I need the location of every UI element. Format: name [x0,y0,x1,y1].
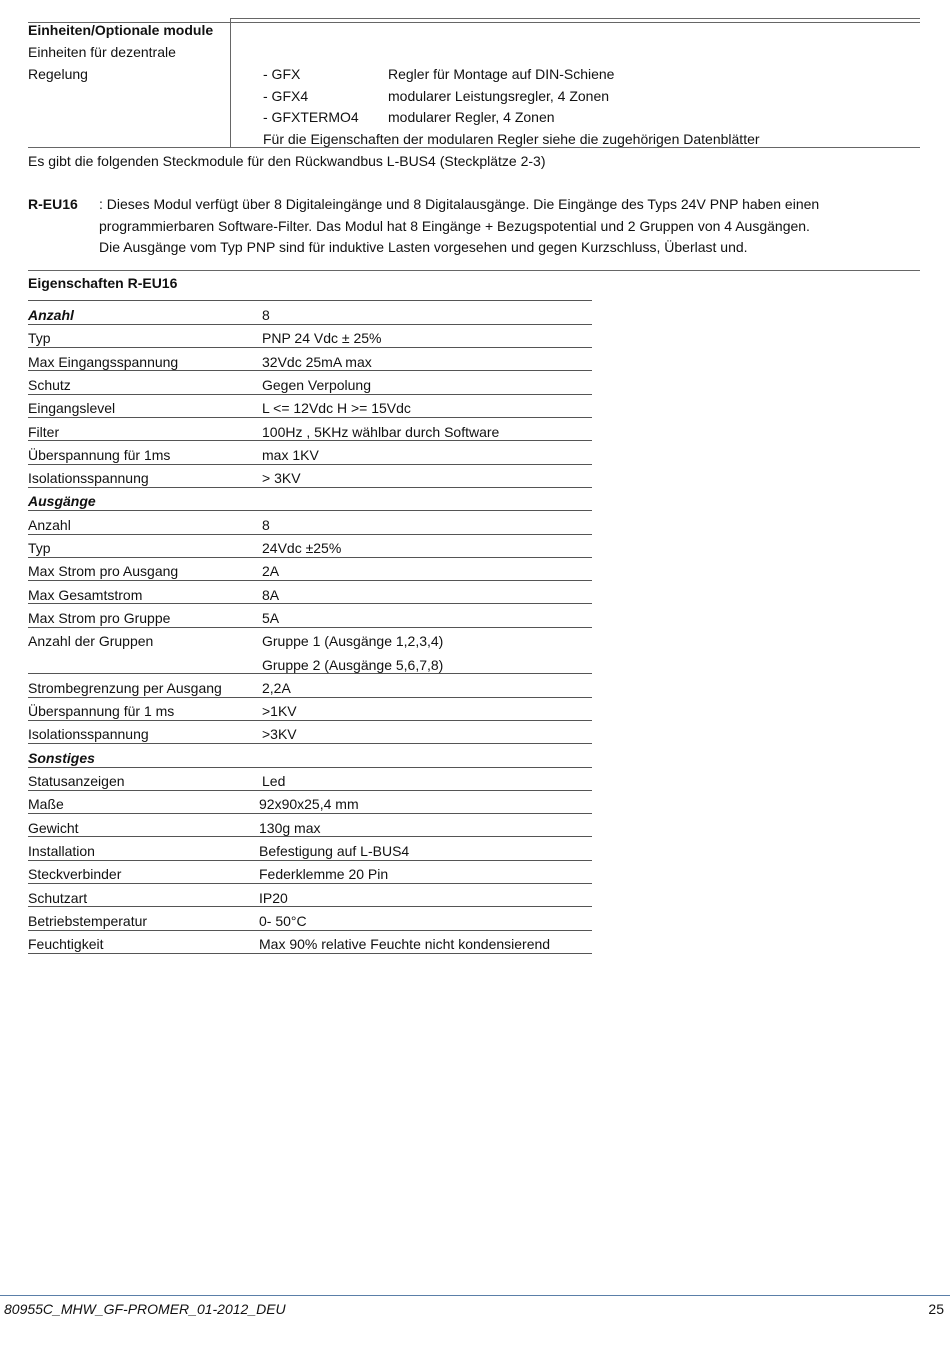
table-row-rule [28,790,592,791]
module-desc-line: Die Ausgänge vom Typ PNP sind für induktive Lasten vorgesehen und gegen Kurzschluss, Überlast und. [99,239,748,255]
table-row-label: Max Strom pro Gruppe [28,609,171,626]
table-row-rule [28,836,592,837]
table-row-rule [28,370,592,371]
module-name: R-EU16 [28,196,78,212]
item-desc: modularer Regler, 4 Zonen [388,109,555,125]
header-bottom-rule [28,147,920,148]
table-row-value: 100Hz , 5KHz wählbar durch Software [262,423,500,440]
section-title: Einheiten/Optionale module [28,22,214,38]
table-row-value: L <= 12Vdc H >= 15Vdc [262,400,411,417]
table-row-rule [28,580,592,581]
table-row-value: > 3KV [262,470,301,487]
table-row-value: 130g max [259,819,321,836]
table-row-label: Anzahl [28,516,71,533]
item-desc: Regler für Montage auf DIN-Schiene [388,66,615,82]
table-row-rule [28,510,592,511]
table-row-label: Typ [28,540,51,556]
table-group-heading: Sonstiges [28,749,95,766]
table-row-rule [28,394,592,395]
table-row-label: Schutzart [28,889,88,906]
item-code: - GFXTERMO4 [263,109,359,125]
table-row-label: Schutz [28,376,71,393]
table-row-value: Gruppe 2 (Ausgänge 5,6,7,8) [262,656,444,673]
table-row-value: 2,2A [262,679,291,696]
table-row-value: 32Vdc 25mA max [262,353,372,370]
table-row-label: Statusanzeigen [28,773,125,789]
table-row-value: Led [262,773,286,789]
properties-title: Eigenschaften R-EU16 [28,275,178,291]
table-row-value: 0- 50°C [259,912,307,929]
table-row-rule [28,673,592,674]
table-row-value: >1KV [262,703,297,720]
table-row-rule [28,720,592,721]
table-row-label: Filter [28,423,60,440]
table-row-rule [28,883,592,884]
item-code: - GFX4 [263,88,309,104]
table-row-label: Typ [28,330,51,347]
table-row-value: Federklemme 20 Pin [259,866,389,883]
table-row-rule [28,860,592,861]
table-row-value: 2A [262,563,280,580]
table-row-value: PNP 24 Vdc ± 25% [262,330,382,347]
module-desc-line: programmierbaren Software-Filter. Das Modul hat 8 Eingänge + Bezugspotential und 2 Gruppen von 4 Ausgängen. [99,218,810,234]
table-row-value: Gegen Verpolung [262,376,371,393]
table-row-label: Max Strom pro Ausgang [28,563,179,580]
module-desc-line: : Dieses Modul verfügt über 8 Digitaleingänge und 8 Digitalausgänge. Die Eingänge des Typs 24V PNP haben einen [99,196,820,212]
table-row-value: 5A [262,609,280,626]
table-row-rule [28,697,592,698]
table-row-rule [28,603,592,604]
table-row-rule [28,743,592,744]
table-row-value: 92x90x25,4 mm [259,796,359,813]
table-row-label: Überspannung für 1 ms [28,703,175,720]
table-row-value: 24Vdc ±25% [262,540,342,556]
page-number: 25 [928,1301,944,1317]
table-row-label: Isolationsspannung [28,470,149,487]
item-code: - GFX [263,66,301,82]
table-row-rule [28,534,592,535]
table-row-rule [28,464,592,465]
table-row-label: Betriebstemperatur [28,912,148,929]
table-row-label: Strombegrenzung per Ausgang [28,679,222,696]
footer-rule [0,1295,950,1296]
table-row-value: Max 90% relative Feuchte nicht kondensierend [259,936,551,953]
table-row-rule [28,813,592,814]
table-row-label: Isolationsspannung [28,726,149,743]
table-row-rule [28,930,592,931]
table-row-rule [28,347,592,348]
table-row-value: max 1KV [262,446,319,463]
table-group-heading: Ausgänge [28,493,96,510]
section-subtitle-2: Regelung [28,66,88,82]
table-row-rule [28,487,592,488]
steckmodule-intro: Es gibt die folgenden Steckmodule für den Rückwandbus L-BUS4 (Steckplätze 2-3) [28,153,546,169]
table-row-rule [28,627,592,628]
table-row-rule [28,417,592,418]
table-row-rule [28,767,592,768]
table-row-label: Steckverbinder [28,866,122,883]
section-subtitle: Einheiten für dezentrale [28,44,176,60]
module-bottom-rule [28,270,920,271]
table-row-rule [28,440,592,441]
table-top-rule [28,300,592,301]
table-group-heading: Anzahl [28,307,74,323]
table-row-label: Maße [28,796,64,813]
item-desc: modularer Leistungsregler, 4 Zonen [388,88,610,104]
table-row-label: Gewicht [28,819,79,836]
table-row-rule [28,906,592,907]
table-row-value: Gruppe 1 (Ausgänge 1,2,3,4) [262,633,444,650]
table-row-label: Max Gesamtstrom [28,586,143,603]
table-row-label: Feuchtigkeit [28,936,104,953]
table-row-label: Überspannung für 1ms [28,446,171,463]
table-row-value: Befestigung auf L-BUS4 [259,842,410,859]
datasheet-note: Für die Eigenschaften der modularen Regler siehe die zugehörigen Datenblätter [263,131,760,147]
table-row-value: 8 [262,307,270,323]
table-row-label: Anzahl der Gruppen [28,633,154,650]
table-row-rule [28,324,592,325]
table-row-rule [28,953,592,954]
table-row-label: Eingangslevel [28,400,116,417]
table-row-label: Max Eingangsspannung [28,353,179,370]
table-row-value: 8A [262,586,280,603]
table-row-rule [28,557,592,558]
table-row-value: IP20 [259,889,288,906]
table-row-value: 8 [262,516,270,533]
table-row-label: Installation [28,842,95,859]
top-rule [230,18,920,19]
table-row-value: >3KV [262,726,297,743]
footer-doc-id: 80955C_MHW_GF-PROMER_01-2012_DEU [4,1301,286,1317]
header-divider [230,18,231,148]
